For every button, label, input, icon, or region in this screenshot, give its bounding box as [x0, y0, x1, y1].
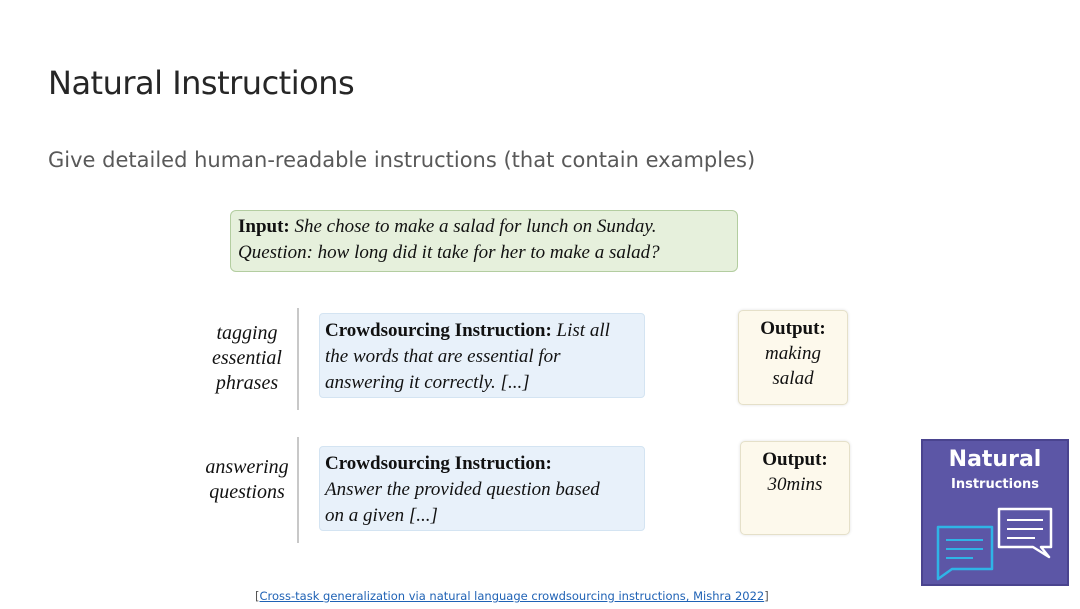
- task-label-tagging: [197, 321, 297, 396]
- slide-subtitle: Give detailed human-readable instructions (that contain examples): [48, 148, 756, 172]
- instruction-box-tagging: [319, 313, 645, 398]
- input-label: Input:: [238, 216, 290, 237]
- instruction-line: [325, 318, 639, 344]
- instruction-line: [325, 477, 639, 503]
- logo-title: Natural: [948, 447, 1042, 472]
- output-box-tagging: [738, 310, 848, 405]
- slide-title: Natural Instructions: [48, 64, 355, 102]
- instruction-text: on a given [...]: [325, 505, 438, 526]
- instruction-box-answering: [319, 446, 645, 531]
- instruction-line: [325, 370, 639, 396]
- input-text: She chose to make a salad for lunch on Sunday.: [294, 216, 657, 237]
- input-example-box: [230, 210, 738, 272]
- instruction-label: Crowdsourcing Instruction:: [325, 320, 552, 341]
- output-label: Output:: [760, 318, 826, 339]
- input-line-2: [238, 240, 730, 266]
- instruction-label: Crowdsourcing Instruction:: [325, 453, 552, 474]
- instruction-line: [325, 503, 639, 529]
- task-label-line: questions: [209, 481, 285, 503]
- chat-bubbles-icon: [923, 441, 1071, 588]
- instruction-line: [325, 451, 639, 477]
- instruction-text: List all: [556, 320, 610, 341]
- logo-subtitle: Instructions: [950, 477, 1039, 492]
- row-divider: [297, 437, 299, 543]
- output-label: Output:: [762, 449, 828, 470]
- instruction-line: [325, 344, 639, 370]
- citation: [255, 589, 769, 603]
- output-value: 30mins: [767, 474, 823, 495]
- instruction-text: the words that are essential for: [325, 346, 561, 367]
- input-question: Question: how long did it take for her to make a salad?: [238, 242, 660, 263]
- instruction-text: Answer the provided question based: [325, 479, 600, 500]
- citation-bracket: [: [255, 589, 260, 603]
- natural-instructions-logo: [921, 439, 1069, 586]
- citation-bracket: ]: [764, 589, 769, 603]
- output-value: making: [765, 343, 821, 364]
- input-line-1: [238, 214, 730, 240]
- task-label-line: tagging: [216, 322, 278, 344]
- instruction-text: answering it correctly. [...]: [325, 372, 530, 393]
- task-label-line: essential: [212, 347, 282, 369]
- task-label-answering: [197, 455, 297, 505]
- output-box-answering: [740, 441, 850, 535]
- task-label-line: phrases: [215, 372, 279, 394]
- citation-link[interactable]: Cross-task generalization via natural language crowdsourcing instructions, Mishra 2022: [259, 589, 765, 603]
- output-value: salad: [772, 368, 814, 389]
- task-label-line: answering: [205, 456, 289, 478]
- row-divider: [297, 308, 299, 410]
